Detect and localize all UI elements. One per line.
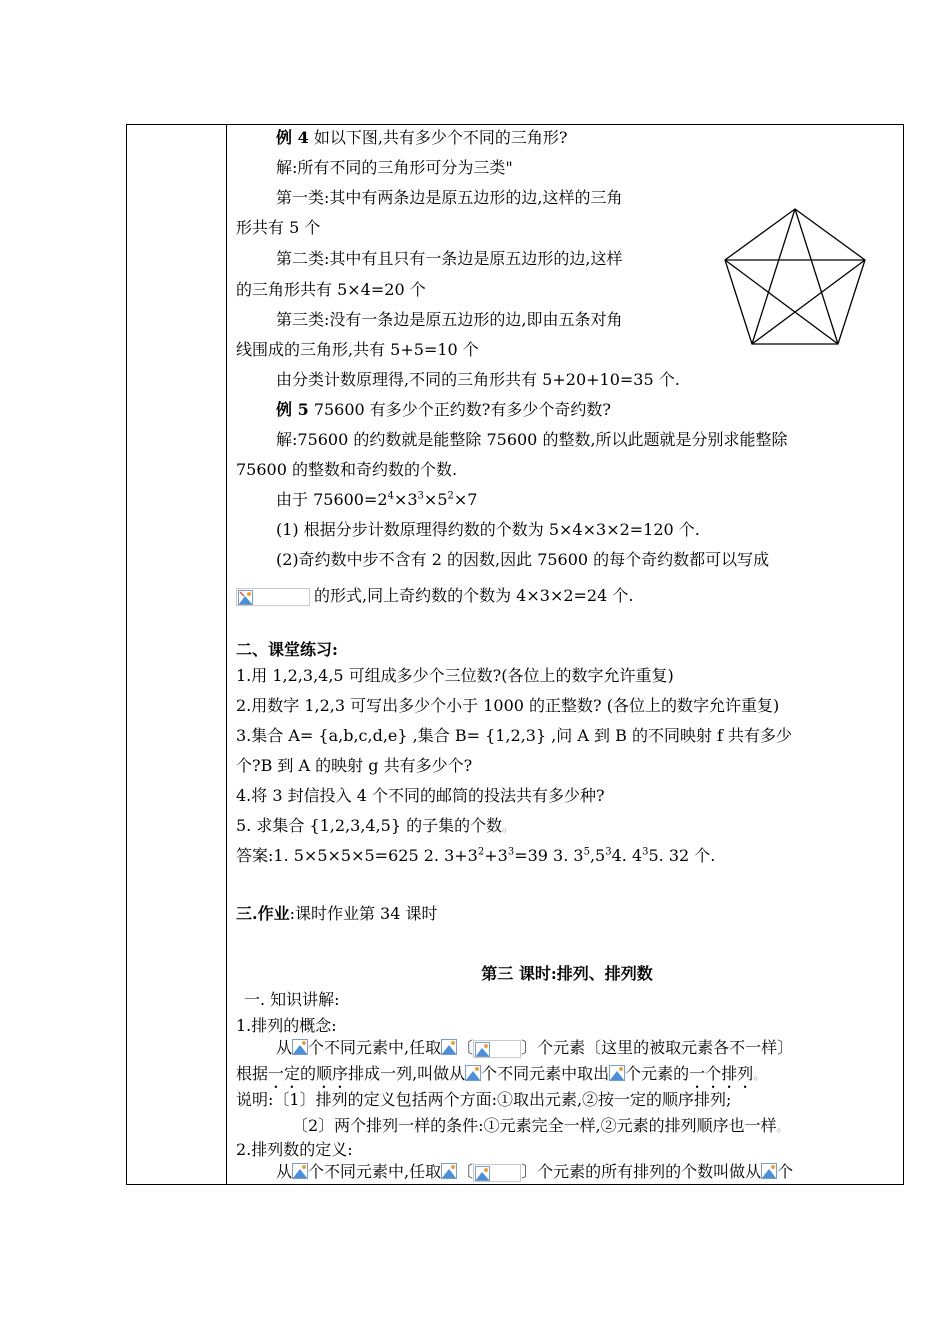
note-2: 〔2〕两个排列一样的条件:①元素完全一样,②元素的排列顺序也一样。 [292, 1116, 789, 1135]
example-4-question: 例 4 如以下图,共有多少个不同的三角形? [276, 128, 568, 147]
example-5-solution: 解:75600 的约数就是能整除 75600 的整数,所以此题就是分别求能整除 [276, 430, 788, 449]
practice-question-3: 3.集合 A= {a,b,c,d,e} ,集合 B= {1,2,3} ,问 A 到 B 的不同映射 f 共有多少 [236, 726, 793, 745]
lesson-title: 第三 课时:排列、排列数 [481, 964, 653, 983]
homework-line: 三.作业:课时作业第 34 课时 [236, 904, 438, 923]
example-4-label: 例 4 [276, 128, 309, 147]
example-5-label: 例 5 [276, 400, 309, 419]
practice-question-3-cont: 个?B 到 A 的映射 g 共有多少个? [236, 756, 473, 775]
practice-question-2: 2.用数字 1,2,3 可写出多少个小于 1000 的正整数? (各位上的数字允许重复) [236, 696, 780, 715]
category-3-text-cont: 线围成的三角形,共有 5+5=10 个 [236, 340, 479, 359]
broken-image-icon [236, 588, 310, 606]
subsection-1-heading: 1.排列的概念: [236, 1016, 337, 1035]
answers-line: 答案:1. 5×5×5×5=625 2. $3+3^2+3^3=39$ 3. $3^5,5^34$. $4^35$. 32 个. [236, 846, 716, 865]
formula-image-icon [292, 1039, 308, 1055]
practice-question-1: 1.用 1,2,3,4,5 可组成多少个三位数?(各位上的数字允许重复) [236, 666, 674, 685]
formula-image-icon [609, 1065, 625, 1081]
diagonal-line [725, 260, 838, 344]
section-1-heading: 一. 知识讲解: [244, 990, 340, 1009]
column-divider [226, 124, 227, 1185]
example-5-solution-cont: 75600 的整数和奇约数的个数. [236, 460, 458, 479]
permutation-definition-cont: 根据一定的顺序排成一列,叫做从 个不同元素中取出 个元素的一个排列。 [236, 1064, 766, 1083]
broken-image-icon [473, 1040, 521, 1058]
broken-image-icon [473, 1164, 521, 1182]
formula-image-icon [441, 1163, 457, 1179]
homework-heading: 三.作业 [236, 904, 290, 923]
formula-image-icon [761, 1163, 777, 1179]
pentagram-figure [720, 206, 870, 348]
practice-question-5: 5. 求集合 {1,2,3,4,5} 的子集的个数。 [236, 816, 515, 835]
diagonal-line [795, 209, 838, 344]
pentagon-outline [725, 209, 865, 344]
example-5-question: 例 5 75600 有多少个正约数?有多少个奇约数? [276, 400, 611, 419]
formula-image-icon [292, 1163, 308, 1179]
category-2-text: 第二类:其中有且只有一条边是原五边形的边,这样 [276, 249, 623, 268]
example-5-part-2-cont: 的形式,同上奇约数的个数为 4×3×2=24 个. [236, 586, 633, 606]
subsection-2-heading: 2.排列数的定义: [236, 1140, 353, 1159]
example-5-part-1: (1) 根据分步计数原理得约数的个数为 5×4×3×2=120 个. [276, 520, 700, 539]
note-1: 说明:〔1〕排列的定义包括两个方面:①取出元素,②按一定的顺序排列; [236, 1090, 732, 1109]
practice-heading: 二、课堂练习: [236, 640, 338, 659]
permutation-definition: 从 个不同元素中,任取 〔 〕个元素〔这里的被取元素各不一样〕 [276, 1038, 794, 1057]
category-1-text-cont: 形共有 5 个 [236, 218, 321, 237]
example-4-total: 由分类计数原理得,不同的三角形共有 5+20+10=35 个. [276, 370, 680, 389]
category-3-text: 第三类:没有一条边是原五边形的边,即由五条对角 [276, 310, 623, 329]
example-5-part-2: (2)奇约数中步不含有 2 的因数,因此 75600 的每个奇约数都可以写成 [276, 550, 770, 569]
formula-image-icon [465, 1065, 481, 1081]
diagonal-line [752, 260, 865, 344]
practice-question-4: 4.将 3 封信投入 4 个不同的邮筒的投法共有多少种? [236, 786, 605, 805]
category-1-text: 第一类:其中有两条边是原五边形的边,这样的三角 [276, 188, 623, 207]
category-2-text-cont: 的三角形共有 5×4=20 个 [236, 280, 426, 299]
example-4-solution: 解:所有不同的三角形可分为三类" [276, 158, 513, 177]
formula-image-icon [441, 1039, 457, 1055]
permutation-number-definition: 从 个不同元素中,任取 〔 〕个元素的所有排列的个数叫做从 个 [276, 1162, 794, 1181]
diagonal-line [752, 209, 795, 344]
prime-factorization: 由于 $75600=2^4\times 3^3\times 5^2\times 7$ [276, 490, 478, 509]
